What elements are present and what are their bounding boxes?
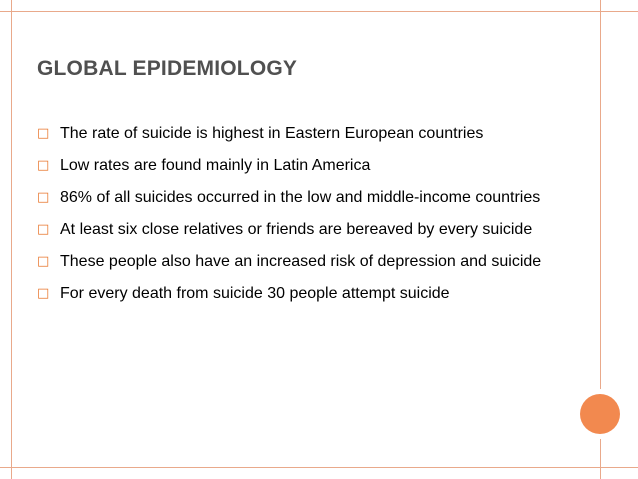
bullet-text: At least six close relatives or friends are bereaved by every suicide [60, 221, 533, 238]
bullet-item [37, 278, 549, 310]
bullet-text: 86% of all suicides occurred in the low and middle-income countries [60, 189, 541, 206]
bullet-text: Low rates are found mainly in Latin America [60, 157, 371, 174]
frame-line-bottom [0, 467, 638, 468]
hollow-square-bullet-icon: □ [37, 158, 50, 173]
frame-line-top [0, 11, 638, 12]
hollow-square-bullet-icon: □ [37, 190, 50, 205]
decorative-circle [580, 394, 620, 434]
hollow-square-bullet-icon: □ [37, 126, 50, 141]
hollow-square-bullet-icon: □ [37, 222, 50, 237]
hollow-square-bullet-icon: □ [37, 254, 50, 269]
bullet-text: These people also have an increased risk of depression and suicide [60, 253, 542, 270]
frame-line-left [11, 0, 12, 479]
bullet-list [37, 118, 549, 310]
bullet-item [37, 118, 549, 150]
bullet-text: The rate of suicide is highest in Eastern European countries [60, 125, 484, 142]
bullet-item [37, 182, 549, 214]
bullet-text: For every death from suicide 30 people attempt suicide [60, 285, 450, 302]
bullet-item [37, 150, 549, 182]
slide-title: GLOBAL EPIDEMIOLOGY [37, 57, 298, 80]
hollow-square-bullet-icon: □ [37, 286, 50, 301]
bullet-item [37, 246, 549, 278]
bullet-item [37, 214, 549, 246]
